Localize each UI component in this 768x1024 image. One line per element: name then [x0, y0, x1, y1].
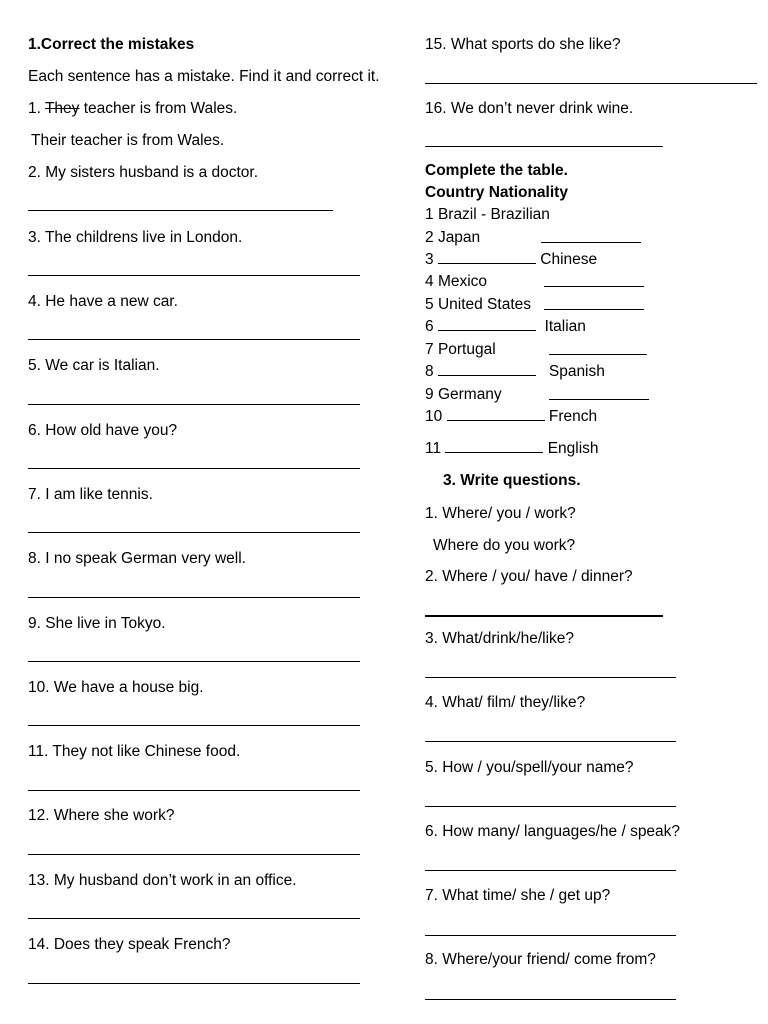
answer-line-15[interactable]	[425, 83, 757, 84]
example-answer: Their teacher is from Wales.	[31, 132, 225, 149]
answer-line-7[interactable]	[28, 532, 360, 533]
table-row-7: 7 Portugal	[425, 340, 496, 360]
mistake-item-14: 14. Does they speak French?	[28, 936, 231, 953]
question-answer-line-4[interactable]	[425, 741, 676, 742]
question-answer-line-5[interactable]	[425, 806, 676, 807]
blank-nationality-9[interactable]	[549, 387, 649, 400]
section1-title: 1.Correct the mistakes	[28, 36, 195, 53]
answer-line-3[interactable]	[28, 275, 360, 276]
answer-line-9[interactable]	[28, 661, 360, 662]
mistake-item-16: 16. We don’t never drink wine.	[425, 100, 634, 117]
question-item-5: 5. How / you/spell/your name?	[425, 759, 634, 776]
struck-word: They	[44, 100, 80, 117]
table-row-8: 8 Spanish	[425, 363, 605, 380]
question-item-4: 4. What/ film/ they/like?	[425, 694, 586, 711]
section3-title: 3. Write questions.	[443, 472, 581, 489]
mistake-item-12: 12. Where she work?	[28, 807, 175, 824]
answer-line-16[interactable]	[425, 146, 663, 147]
section1-instructions: Each sentence has a mistake. Find it and correct it.	[28, 68, 380, 85]
table-row-5: 5 United States	[425, 295, 531, 315]
mistake-item-11: 11. They not like Chinese food.	[28, 743, 241, 760]
mistake-item-8: 8. I no speak German very well.	[28, 550, 246, 567]
answer-line-13[interactable]	[28, 918, 360, 919]
blank-country-8[interactable]	[438, 363, 536, 376]
table-row-10: 10 French	[425, 408, 598, 425]
question-item-3: 3. What/drink/he/like?	[425, 630, 575, 647]
answer-line-14[interactable]	[28, 983, 360, 984]
question-answer-line-2[interactable]	[425, 615, 663, 617]
question-item-7: 7. What time/ she / get up?	[425, 887, 611, 904]
question-answer-line-7[interactable]	[425, 935, 676, 936]
question-item-8: 8. Where/your friend/ come from?	[425, 951, 656, 968]
table-row-3: 3 Chinese	[425, 251, 598, 268]
question-answer-line-3[interactable]	[425, 677, 676, 678]
mistake-item-4: 4. He have a new car.	[28, 293, 178, 310]
example-sentence	[28, 99, 237, 119]
table-row-4: 4 Mexico	[425, 272, 487, 292]
question-example-answer: Where do you work?	[433, 537, 576, 554]
mistake-item-9: 9. She live in Tokyo.	[28, 615, 166, 632]
blank-country-11[interactable]	[445, 440, 543, 453]
table-row-6: 6 Italian	[425, 318, 586, 335]
answer-line-2[interactable]	[28, 210, 333, 211]
question-example-prompt: 1. Where/ you / work?	[425, 505, 576, 522]
blank-nationality-7[interactable]	[549, 342, 647, 355]
mistake-item-13: 13. My husband don’t work in an office.	[28, 872, 297, 889]
blank-nationality-4[interactable]	[544, 274, 644, 287]
blank-nationality-2[interactable]	[541, 230, 641, 243]
blank-country-6[interactable]	[438, 318, 536, 331]
mistake-item-7: 7. I am like tennis.	[28, 486, 153, 503]
question-answer-line-6[interactable]	[425, 870, 676, 871]
question-answer-line-8[interactable]	[425, 999, 676, 1000]
example-number: 1.	[28, 100, 41, 117]
table-row-2: 2 Japan	[425, 228, 480, 248]
answer-line-6[interactable]	[28, 468, 360, 469]
blank-country-10[interactable]	[447, 408, 545, 421]
example-rest: teacher is from Wales.	[79, 100, 238, 117]
mistake-item-15: 15. What sports do she like?	[425, 36, 621, 53]
question-item-2: 2. Where / you/ have / dinner?	[425, 568, 633, 585]
blank-nationality-5[interactable]	[544, 297, 644, 310]
answer-line-5[interactable]	[28, 404, 360, 405]
section2-title: Complete the table.	[425, 162, 568, 179]
table-header: Country Nationality	[425, 184, 568, 201]
mistake-item-3: 3. The childrens live in London.	[28, 229, 243, 246]
question-item-6: 6. How many/ languages/he / speak?	[425, 823, 681, 840]
answer-line-11[interactable]	[28, 790, 360, 791]
mistake-item-10: 10. We have a house big.	[28, 679, 204, 696]
mistake-item-5: 5. We car is Italian.	[28, 357, 160, 374]
table-row-11: 11 English	[425, 440, 599, 457]
mistake-item-6: 6. How old have you?	[28, 422, 178, 439]
table-row-1: 1 Brazil - Brazilian	[425, 206, 550, 223]
blank-country-3[interactable]	[438, 251, 536, 264]
mistake-item-2: 2. My sisters husband is a doctor.	[28, 164, 259, 181]
table-row-9: 9 Germany	[425, 385, 502, 405]
answer-line-8[interactable]	[28, 597, 360, 598]
answer-line-4[interactable]	[28, 339, 360, 340]
answer-line-12[interactable]	[28, 854, 360, 855]
answer-line-10[interactable]	[28, 725, 360, 726]
